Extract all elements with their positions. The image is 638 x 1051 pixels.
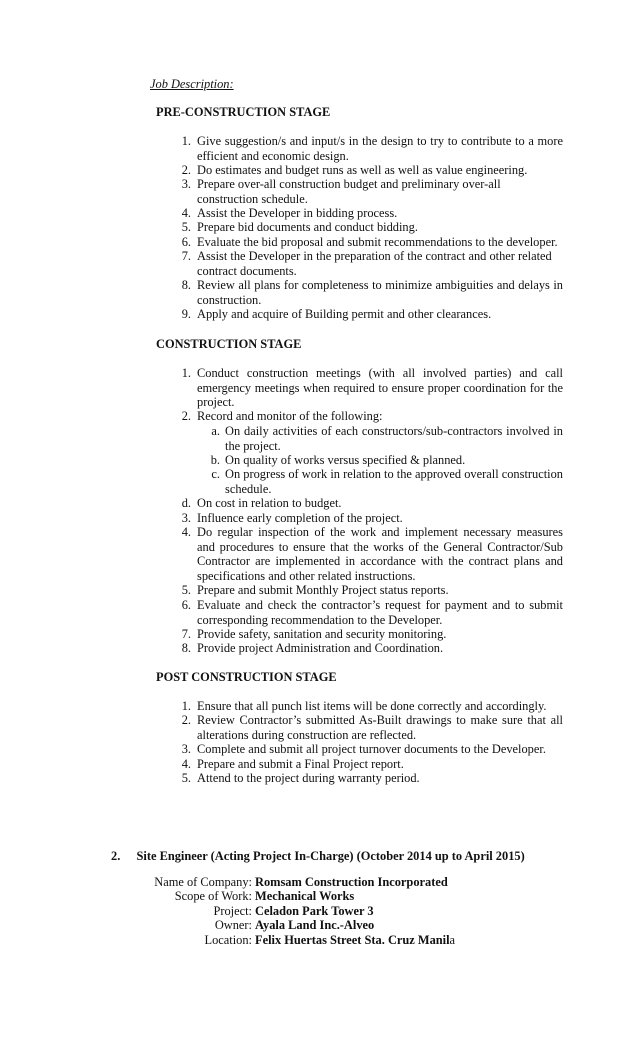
item-letter: b. — [210, 453, 220, 467]
pre-construction-heading: PRE-CONSTRUCTION STAGE — [156, 105, 331, 119]
item-text: Ensure that all punch list items will be done correctly and accordingly. — [197, 699, 547, 713]
item-text: Review Contractor’s submitted As-Built drawings to make sure that all alterations during construction are reflected. — [197, 713, 563, 742]
item-number: 4. — [181, 206, 191, 220]
item-number: 5. — [181, 220, 191, 234]
construction-heading: CONSTRUCTION STAGE — [156, 337, 302, 351]
detail-value: Celadon Park Tower 3 — [255, 904, 374, 918]
post-construction-heading: POST CONSTRUCTION STAGE — [156, 670, 337, 684]
item-text: Provide project Administration and Coordination. — [197, 641, 444, 655]
item-letter: c. — [211, 467, 220, 481]
detail-label: Project: — [213, 904, 252, 918]
item-number: 7. — [181, 627, 191, 641]
item-text: Give suggestion/s and input/s in the design to try to contribute to a more efficient and economic design. — [197, 134, 563, 163]
position-heading — [111, 849, 525, 864]
item-number: 4. — [181, 525, 191, 539]
item-text: Review all plans for completeness to minimize ambiguities and delays in construction. — [197, 278, 563, 307]
item-number: 5. — [181, 771, 191, 785]
detail-label: Name of Company: — [154, 875, 252, 889]
item-number: 9. — [181, 307, 191, 321]
item-text: Attend to the project during warranty period. — [197, 771, 420, 785]
item-number: 1. — [181, 366, 191, 380]
detail-label: Owner: — [214, 918, 252, 932]
item-number: 8. — [181, 641, 191, 655]
item-number: 5. — [181, 583, 191, 597]
item-text: Evaluate and check the contractor’s request for payment and to submit corresponding recommendation to the Developer. — [197, 598, 563, 627]
item-number: 7. — [181, 249, 191, 263]
item-number: 1. — [181, 134, 191, 148]
detail-value: Felix Huertas Street Sta. Cruz Manil — [255, 933, 450, 947]
item-number: 8. — [181, 278, 191, 292]
item-number: 2. — [181, 163, 191, 177]
item-text: Do regular inspection of the work and implement necessary measures and procedures to ensure that the works of the General Contractor/Sub Contractor are implemented in accordance with the contract plans and specifications and other related instructions. — [197, 525, 563, 583]
item-letter: d. — [181, 496, 191, 510]
item-text: Assist the Developer in bidding process. — [197, 206, 398, 220]
item-number: 2. — [181, 713, 191, 727]
position-title: Site Engineer (Acting Project In-Charge) (October 2014 up to April 2015) — [136, 849, 525, 863]
item-text: Complete and submit all project turnover documents to the Developer. — [197, 742, 546, 756]
item-text: Evaluate the bid proposal and submit recommendations to the developer. — [197, 235, 558, 249]
item-text: Assist the Developer in the preparation of the contract and other related contract documents. — [197, 249, 552, 278]
item-text: Conduct construction meetings (with all involved parties) and call emergency meetings when required to ensure proper coordination for the project. — [197, 366, 563, 410]
position-number: 2. — [111, 849, 121, 863]
detail-value-wrap — [255, 933, 455, 948]
item-text: Prepare bid documents and conduct bidding. — [197, 220, 418, 234]
item-text: On daily activities of each constructors/sub-contractors involved in the project. — [225, 424, 563, 453]
detail-value: Ayala Land Inc.-Alveo — [255, 918, 375, 932]
item-text: Provide safety, sanitation and security monitoring. — [197, 627, 447, 641]
item-number: 3. — [181, 511, 191, 525]
item-text: Apply and acquire of Building permit and other clearances. — [197, 307, 492, 321]
item-text: On progress of work in relation to the approved overall construction schedule. — [225, 467, 563, 496]
job-description-title: Job Description: — [150, 77, 234, 91]
item-text: Prepare and submit a Final Project report. — [197, 757, 404, 771]
item-number: 6. — [181, 598, 191, 612]
item-number: 1. — [181, 699, 191, 713]
item-number: 3. — [181, 177, 191, 191]
item-letter: a. — [211, 424, 220, 438]
item-text: Influence early completion of the project. — [197, 511, 403, 525]
detail-label: Scope of Work: — [174, 889, 252, 903]
item-text: Record and monitor of the following: — [197, 409, 383, 423]
item-text: On cost in relation to budget. — [197, 496, 342, 510]
detail-value: Romsam Construction Incorporated — [255, 875, 448, 889]
item-text: Do estimates and budget runs as well as well as value engineering. — [197, 163, 528, 177]
detail-value: Mechanical Works — [255, 889, 355, 903]
item-text: On quality of works versus specified & planned. — [225, 453, 466, 467]
item-text: Prepare over-all construction budget and preliminary over-all construction schedule. — [197, 177, 501, 206]
item-text: Prepare and submit Monthly Project status reports. — [197, 583, 449, 597]
item-number: 6. — [181, 235, 191, 249]
item-number: 4. — [181, 757, 191, 771]
item-number: 2. — [181, 409, 191, 423]
detail-label: Location: — [204, 933, 252, 947]
item-number: 3. — [181, 742, 191, 756]
detail-value-tail: a — [449, 933, 456, 947]
